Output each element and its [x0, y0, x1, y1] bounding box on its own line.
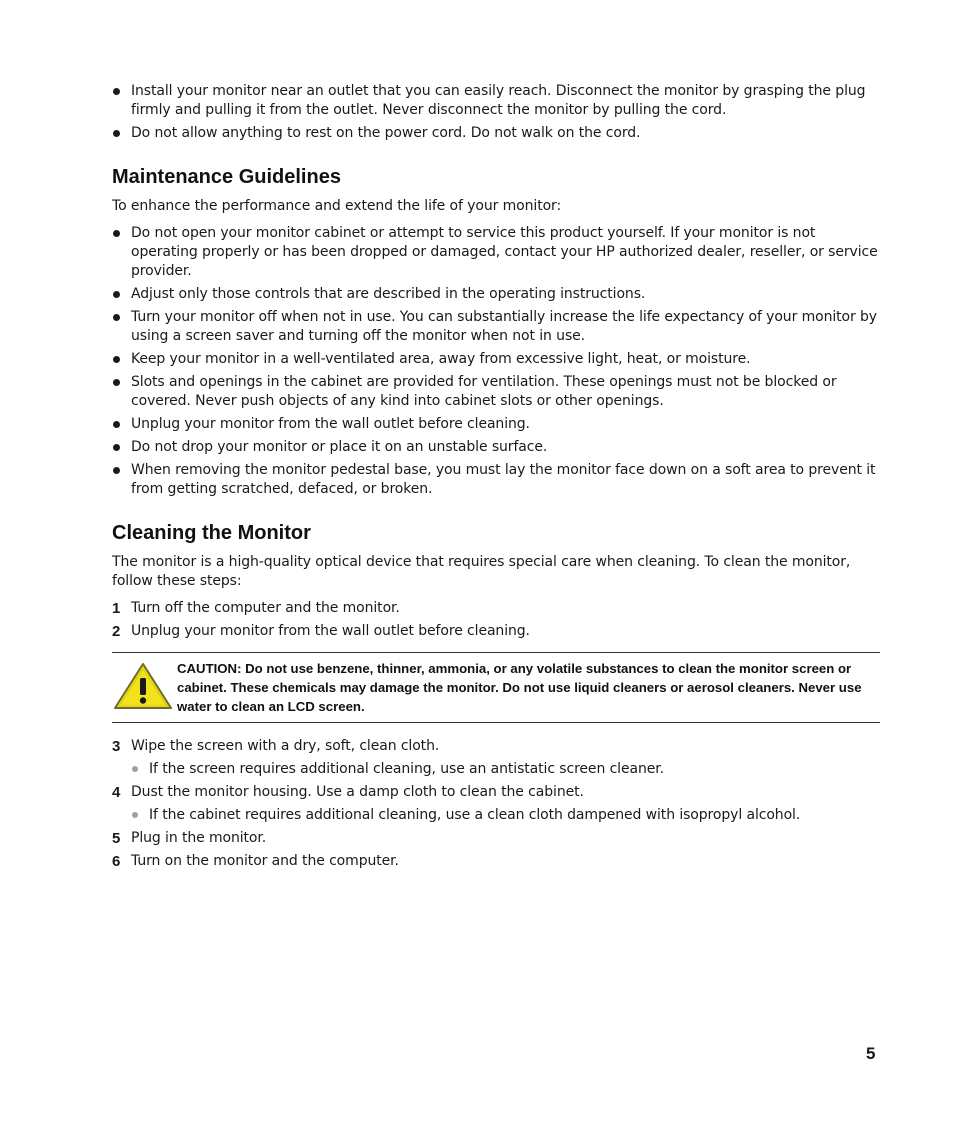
step-number: 2 — [112, 623, 121, 640]
bullet-icon — [113, 379, 120, 386]
caution-box — [112, 652, 880, 723]
bullet-icon — [113, 130, 120, 137]
cleaning-steps-third — [112, 783, 880, 802]
maintenance-intro: To enhance the performance and extend the life of your monitor: — [112, 198, 562, 214]
step-item: 5 Plug in the monitor. — [112, 830, 267, 847]
step-item: 6 Turn on the monitor and the computer. — [112, 853, 399, 870]
bullet-icon — [113, 467, 120, 474]
step-item: 4 Dust the monitor housing. Use a damp cloth to clean the cabinet. — [112, 784, 584, 801]
list-item: Adjust only those controls that are described in the operating instructions. — [112, 285, 880, 304]
bullet-icon — [113, 314, 120, 321]
sub-bullet-icon — [132, 766, 138, 772]
sub-list-item: If the screen requires additional cleaning, use an antistatic screen cleaner. — [112, 760, 880, 779]
list-item: Do not open your monitor cabinet or attempt to service this product yourself. If your monitor is not operating properly or has been dropped or damaged, contact your HP authorized dealer, reseller, or service provider. — [112, 224, 880, 281]
list-item: Keep your monitor in a well-ventilated area, away from excessive light, heat, or moisture. — [112, 350, 880, 369]
sub-list-item: If the cabinet requires additional cleaning, use a clean cloth dampened with isopropyl alcohol. — [112, 806, 880, 825]
cleaning-steps-first — [112, 599, 880, 641]
step-number: 6 — [112, 853, 121, 870]
bullet-icon — [113, 421, 120, 428]
list-item: Unplug your monitor from the wall outlet before cleaning. — [112, 415, 880, 434]
list-item: Turn your monitor off when not in use. You can substantially increase the life expectancy of your monitor by using a screen saver and turning off the monitor when not in use. — [112, 308, 880, 346]
step-number: 1 — [112, 600, 121, 617]
caution-text: CAUTION: Do not use benzene, thinner, ammonia, or any volatile substances to clean the monitor screen or cabinet. These chemicals may damage the monitor. Do not use liquid cleaners or aerosol cleaners. Never use water to clean an LCD screen. — [177, 661, 862, 714]
list-item: Do not allow anything to rest on the power cord. Do not walk on the cord. — [112, 124, 880, 143]
cleaning-heading: Cleaning the Monitor — [112, 522, 311, 544]
sub-bullet-list — [112, 806, 880, 825]
document-page — [112, 82, 880, 875]
bullet-icon — [113, 291, 120, 298]
sub-bullet-icon — [132, 812, 138, 818]
list-item: Do not drop your monitor or place it on an unstable surface. — [112, 438, 880, 457]
step-number: 5 — [112, 830, 121, 847]
maintenance-bullet-list — [112, 224, 880, 499]
list-item: When removing the monitor pedestal base, you must lay the monitor face down on a soft area to prevent it from getting scratched, defaced, or broken. — [112, 461, 880, 499]
cleaning-steps-fourth — [112, 829, 880, 871]
cleaning-intro: The monitor is a high-quality optical device that requires special care when cleaning. To clean the monitor, follow these steps: — [112, 554, 851, 589]
step-item: 3 Wipe the screen with a dry, soft, clean cloth. — [112, 738, 440, 755]
bullet-icon — [113, 356, 120, 363]
step-number: 4 — [112, 784, 121, 801]
bullet-icon — [113, 88, 120, 95]
cleaning-steps-second — [112, 737, 880, 756]
list-item: Slots and openings in the cabinet are provided for ventilation. These openings must not be blocked or covered. Never push objects of any kind into cabinet slots or other openings. — [112, 373, 880, 411]
page-number: 5 — [866, 1044, 876, 1063]
list-item: Install your monitor near an outlet that you can easily reach. Disconnect the monitor by grasping the plug firmly and pulling it from the outlet. Never disconnect the monitor by pulling the cord. — [112, 82, 880, 120]
step-item: 2 Unplug your monitor from the wall outlet before cleaning. — [112, 623, 530, 640]
step-number: 3 — [112, 738, 121, 755]
step-item: 1 Turn off the computer and the monitor. — [112, 600, 400, 617]
bullet-icon — [113, 230, 120, 237]
top-bullet-list — [112, 82, 880, 143]
maintenance-heading: Maintenance Guidelines — [112, 166, 341, 188]
warning-triangle-icon — [112, 661, 174, 711]
bullet-icon — [113, 444, 120, 451]
sub-bullet-list — [112, 760, 880, 779]
